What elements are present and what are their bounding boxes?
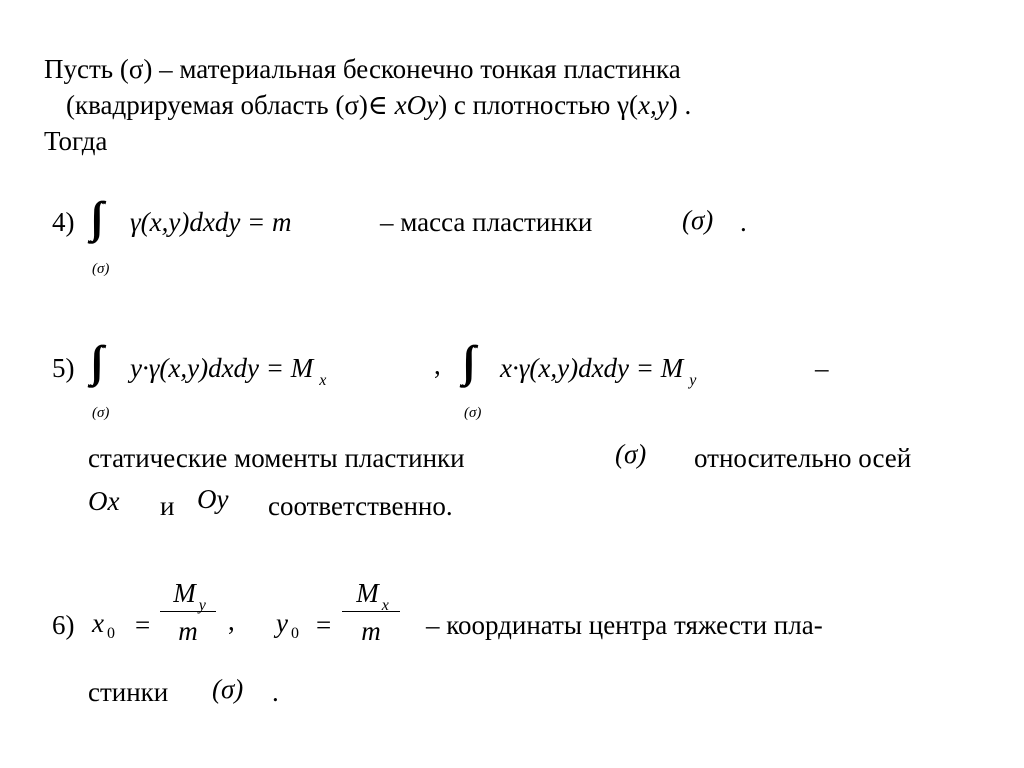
item6-y0 [276,608,299,642]
item5-formula-1 [130,353,327,389]
intro-plane: xOy [394,90,439,120]
item6-text-line2: стинки [88,677,169,707]
item6-y0-sub: 0 [290,625,299,642]
item5-axis-ox: Ox [88,486,120,516]
item5-text-line1b: относительно осей [694,443,912,473]
item6-frac1-numerator: M $_y$ [173,578,206,614]
item6-x0-sub: 0 [106,625,115,642]
intro-line-1: Пусть (σ) – материальная бесконечно тонкая пластинка [44,54,681,84]
item6-fraction-1 [160,580,216,645]
intro-vars: x,y [638,90,669,120]
item5-integral-limit-1: (σ) [92,405,110,421]
item5-integral-limit-2: (σ) [464,405,482,421]
item6-x0-var: x [92,608,104,638]
item4-number: 4) [52,207,75,237]
item4-period: . [740,207,747,237]
item5-formula-2-main: x·γ(x,y)dxdy = M [500,353,684,383]
item5-and: и [160,491,175,521]
item5-formula-2-sub: y [689,372,697,389]
item6-number: 6) [52,610,75,640]
item6-frac1-denominator: m [178,616,198,646]
item5-formula-1-sub: x [319,372,327,389]
item6-y0-var: y [276,608,288,638]
intro-line-2 [66,92,691,119]
item4-text: – масса пластинки [380,207,593,237]
item5-formula-2 [500,353,697,389]
intro-line-2-mid: ) с плотностью γ( [438,90,639,120]
item6-fraction-2 [342,580,400,645]
item5-axis-oy: Oy [197,484,229,514]
intro-line-3: Тогда [44,126,108,156]
intro-line-2-pre: (квадрируемая область (σ)∈ [66,90,395,120]
item6-period: . [272,677,279,707]
item6-comma: , [228,606,235,636]
item4-formula: γ(x,y)dxdy = m [130,207,292,237]
item6-x0 [92,608,115,642]
item6-frac1-bar [160,611,216,612]
item5-text-line2-end: соответственно. [268,491,453,521]
item5-comma: , [434,350,441,380]
item5-number: 5) [52,353,75,383]
item6-text: – координаты центра тяжести пла- [426,610,823,640]
item5-dash: – [815,353,829,383]
item5-formula-1-main: y·γ(x,y)dxdy = M [130,353,314,383]
item4-integral-limit: (σ) [92,261,110,277]
intro-line-2-post: ) . [668,90,692,120]
item5-text-line1a: статические моменты пластинки [88,443,465,473]
item4-region: (σ) [682,205,714,235]
item6-region: (σ) [212,674,244,704]
item6-eq-1: = [135,610,151,640]
item6-eq-2: = [316,610,332,640]
item6-frac2-numerator: M $_x$ [356,578,389,614]
item6-frac2-denominator: m [361,616,381,646]
item6-frac2-bar [342,611,400,612]
item5-region: (σ) [615,439,647,469]
